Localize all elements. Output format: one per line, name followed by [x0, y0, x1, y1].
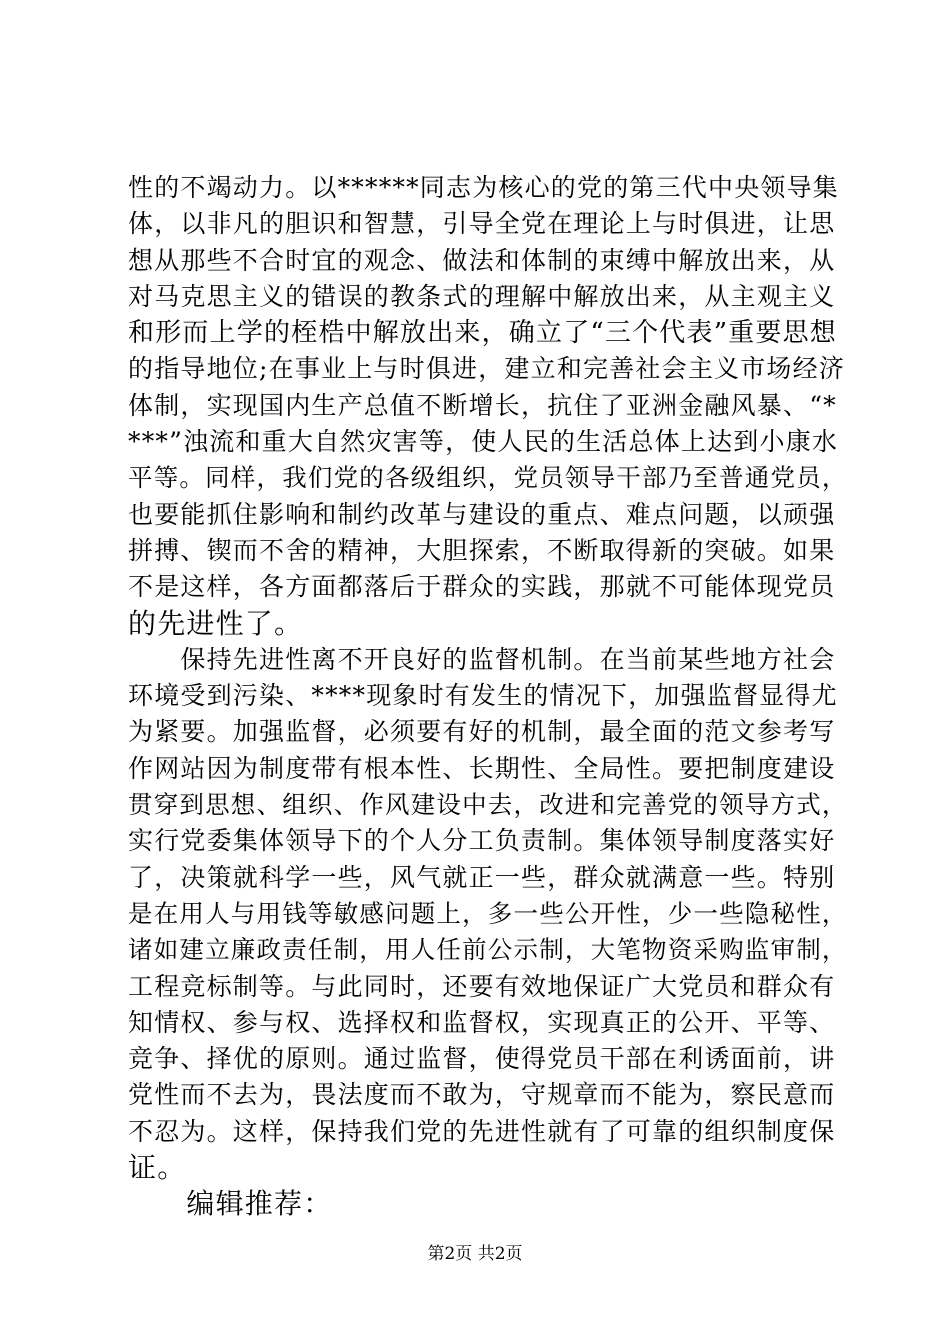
text-line: 想从那些不合时宜的观念、做法和体制的束缚中解放出来，从 — [128, 245, 836, 275]
text-line: 和形而上学的桎梏中解放出来，确立了“三个代表”重要思想 — [128, 318, 837, 349]
text-line: 保持先进性离不开良好的监督机制。在当前某些地方社会 — [128, 644, 836, 674]
text-line: 了，决策就科学一些，风气就正一些，群众就满意一些。特别 — [128, 862, 836, 892]
text-line: 不忍为。这样，保持我们党的先进性就有了可靠的组织制度保 — [128, 1116, 836, 1146]
text-line: 是在用人与用钱等敏感问题上，多一些公开性，少一些隐秘性， — [128, 898, 848, 928]
document-body — [128, 170, 848, 1223]
text-line: 的指导地位;在事业上与时俱进，建立和完善社会主义市场经济 — [128, 354, 846, 384]
text-line: 知情权、参与权、选择权和监督权，实现真正的公开、平等、 — [128, 1007, 836, 1037]
text-line: 性的不竭动力。以******同志为核心的党的第三代中央领导集 — [128, 173, 840, 202]
page-footer — [0, 1244, 950, 1264]
text-line: 党性而不去为，畏法度而不敢为，守规章而不能为，察民意而 — [128, 1080, 836, 1110]
text-line: 平等。同样，我们党的各级组织，党员领导干部乃至普通党员， — [128, 463, 848, 493]
text-line: 体制，实现国内生产总值不断增长，抗住了亚洲金融风暴、“* — [128, 390, 837, 420]
text-line: 工程竞标制等。与此同时，还要有效地保证广大党员和群众有 — [128, 971, 836, 1001]
text-line: 拼搏、锲而不舍的精神，大胆探索，不断取得新的突破。如果 — [128, 535, 836, 565]
text-line: 也要能抓住影响和制约改革与建设的重点、难点问题，以顽强 — [128, 499, 836, 529]
text-line: 为紧要。加强监督，必须要有好的机制，最全面的范文参考写 — [128, 717, 836, 747]
text-line: ***”浊流和重大自然灾害等，使人民的生活总体上达到小康水 — [128, 427, 839, 457]
text-line: 的先进性了。 — [128, 606, 304, 640]
editor-recommendation-label: 编辑推荐： — [128, 1187, 333, 1221]
text-line: 体，以非凡的胆识和智慧，引导全党在理论上与时俱进，让思 — [128, 209, 836, 239]
text-line: 作网站因为制度带有根本性、长期性、全局性。要把制度建设 — [128, 753, 836, 783]
text-line: 贯穿到思想、组织、作风建设中去，改进和完善党的领导方式， — [128, 790, 848, 820]
text-line: 竞争、择优的原则。通过监督，使得党员干部在利诱面前，讲 — [128, 1044, 836, 1074]
text-line: 对马克思主义的错误的教条式的理解中解放出来，从主观主义 — [128, 281, 836, 311]
text-line: 诸如建立廉政责任制，用人任前公示制，大笔物资采购监审制， — [128, 935, 848, 965]
page-number-indicator: 第2页 共2页 — [427, 1244, 523, 1264]
text-line: 实行党委集体领导下的个人分工负责制。集体领导制度落实好 — [128, 826, 836, 856]
text-line: 环境受到污染、****现象时有发生的情况下，加强监督显得尤 — [128, 681, 838, 711]
text-line: 证。 — [128, 1151, 187, 1185]
text-line: 不是这样，各方面都落后于群众的实践，那就不可能体现党员 — [128, 572, 836, 602]
